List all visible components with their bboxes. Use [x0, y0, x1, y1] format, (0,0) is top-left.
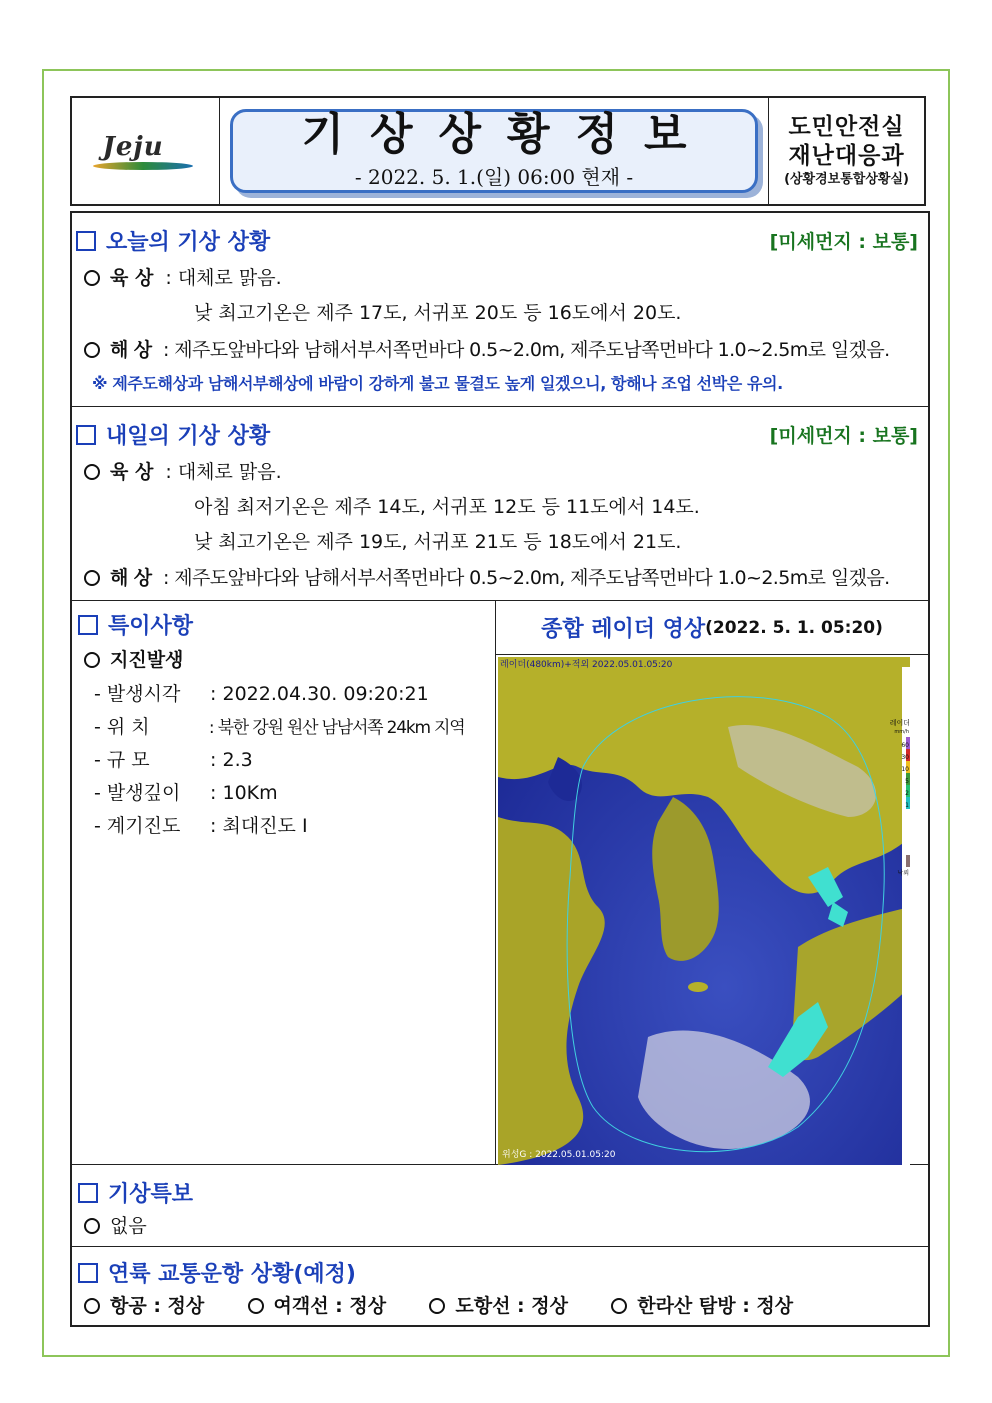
legend-lightning-label: 낙뢰 — [897, 870, 909, 877]
legend-value: 5 — [905, 778, 909, 785]
traffic-item-islandferry: 도항선 : 정상 — [455, 1295, 568, 1317]
today-dust: [미세먼지 : 보통] — [769, 231, 918, 253]
today-title — [76, 225, 270, 256]
traffic-item-air: 항공 : 정상 — [110, 1295, 205, 1317]
main-table — [70, 211, 930, 1327]
jeju-logo — [91, 126, 201, 176]
legend-value: 30 — [901, 754, 909, 761]
legend-unit: mm/h — [894, 729, 909, 735]
quake-item-label: - 위 치 — [94, 716, 150, 738]
traffic-item-hallasan: 한라산 탐방 : 정상 — [637, 1295, 794, 1317]
quake-item — [94, 712, 465, 739]
tomorrow-land-label: 육 상 — [110, 461, 154, 483]
traffic-section — [72, 1247, 928, 1325]
department-cell — [768, 98, 924, 204]
tomorrow-sea-label: 해 상 — [110, 567, 152, 589]
today-land-label: 육 상 — [110, 267, 154, 289]
legend-value: 1 — [905, 802, 909, 809]
quake-title-line — [84, 645, 183, 672]
warning-value: 없음 — [110, 1215, 147, 1237]
legend-title: 레이더 — [889, 719, 910, 727]
circle-bullet-icon — [429, 1298, 445, 1314]
logo-text: Jeju — [102, 132, 164, 162]
dept-line-1: 도민안전실 — [788, 114, 905, 141]
header — [70, 96, 926, 206]
radar-image — [498, 657, 910, 1165]
quake-item — [94, 679, 429, 706]
today-land-line — [84, 263, 282, 290]
special-title-text: 특이사항 — [108, 614, 194, 639]
today-title-text: 오늘의 기상 상황 — [106, 230, 271, 255]
quake-item-value: : 북한 강원 원산 남남서쪽 24km 지역 — [208, 718, 465, 738]
quake-item-label: - 발생깊이 — [94, 782, 181, 804]
today-land-text-2: 낮 최고기온은 제주 17도, 서귀포 20도 등 16도에서 20도. — [194, 302, 682, 324]
tomorrow-sea-line — [84, 563, 890, 590]
today-sea-line — [84, 335, 890, 362]
legend-value: 10 — [901, 766, 909, 773]
radar-img-footer: 위성G : 2022.05.01.05:20 — [502, 1150, 616, 1160]
tomorrow-land-text-3: 낮 최고기온은 제주 19도, 서귀포 21도 등 18도에서 21도. — [194, 531, 682, 553]
legend-value: 2 — [905, 790, 909, 797]
today-sea-text: : 제주도앞바다와 남해서부서쪽먼바다 0.5~2.0m, 제주도남쪽먼바다 1.0~2.5m로 일겠음. — [162, 339, 890, 361]
quake-item — [94, 811, 308, 838]
dept-line-2: 재난대응과 — [788, 142, 905, 169]
quake-item-label: - 규 모 — [94, 749, 150, 771]
radar-img-header: 레이더(480km)+적외 2022.05.01.05:20 — [500, 660, 673, 670]
checkbox-square-icon — [76, 425, 96, 445]
checkbox-square-icon — [78, 1263, 98, 1283]
page-title: 기상상황정보 — [301, 109, 713, 161]
special-title — [78, 609, 193, 640]
traffic-title-text: 연륙 교통운항 상황(예정) — [108, 1262, 356, 1287]
checkbox-square-icon — [78, 1183, 98, 1203]
special-left — [72, 601, 496, 1164]
warning-value-line — [84, 1211, 147, 1238]
warning-title — [78, 1177, 193, 1208]
warning-title-text: 기상특보 — [108, 1182, 194, 1207]
circle-bullet-icon — [84, 570, 100, 586]
circle-bullet-icon — [84, 464, 100, 480]
circle-bullet-icon — [84, 342, 100, 358]
today-section — [72, 213, 928, 407]
special-section — [72, 601, 928, 1165]
circle-bullet-icon — [84, 1218, 100, 1234]
tomorrow-land-line — [84, 457, 282, 484]
circle-bullet-icon — [84, 270, 100, 286]
radar-title — [496, 601, 928, 655]
quake-item — [94, 778, 278, 805]
logo-swoosh — [93, 162, 193, 170]
quake-title: 지진발생 — [110, 649, 184, 671]
dept-line-3: (상황경보통합상황실) — [784, 171, 909, 187]
quake-item-label: - 발생시각 — [94, 683, 181, 705]
tomorrow-land-text-1: : 대체로 맑음. — [165, 461, 282, 483]
quake-item-label: - 계기진도 — [94, 815, 181, 837]
legend-value: 60 — [901, 742, 909, 749]
quake-item-value: : 10Km — [210, 782, 278, 804]
quake-item-value: : 최대진도 Ⅰ — [210, 815, 308, 837]
warning-section — [72, 1165, 928, 1247]
radar-title-text: 종합 레이더 영상 — [541, 617, 706, 642]
traffic-item-ferry: 여객선 : 정상 — [273, 1295, 387, 1317]
jeju-island — [688, 982, 708, 992]
legend-swatch-lightning — [906, 855, 910, 867]
circle-bullet-icon — [611, 1298, 627, 1314]
tomorrow-section — [72, 407, 928, 601]
tomorrow-title — [76, 419, 270, 450]
tomorrow-land-text-2: 아침 최저기온은 제주 14도, 서귀포 12도 등 11도에서 14도. — [194, 496, 700, 518]
quake-item-value: : 2.3 — [210, 749, 253, 771]
traffic-title — [78, 1257, 356, 1288]
circle-bullet-icon — [84, 1298, 100, 1314]
tomorrow-sea-text: : 제주도앞바다와 남해서부서쪽먼바다 0.5~2.0m, 제주도남쪽먼바다 1.0~2.5m로 일겠음. — [162, 567, 890, 589]
logo-cell — [72, 98, 220, 204]
tomorrow-title-text: 내일의 기상 상황 — [106, 424, 271, 449]
radar-time: (2022. 5. 1. 05:20) — [705, 617, 883, 638]
circle-bullet-icon — [248, 1298, 264, 1314]
title-box — [230, 109, 758, 193]
page-subtitle: - 2022. 5. 1.(일) 06:00 현재 - — [354, 164, 634, 189]
tomorrow-dust: [미세먼지 : 보통] — [769, 425, 918, 447]
today-sea-label: 해 상 — [110, 339, 152, 361]
checkbox-square-icon — [76, 231, 96, 251]
traffic-items — [84, 1291, 793, 1318]
title-cell — [220, 98, 768, 204]
circle-bullet-icon — [84, 652, 100, 668]
today-land-text-1: : 대체로 맑음. — [165, 267, 282, 289]
today-note: ※ 제주도해상과 남해서부해상에 바람이 강하게 불고 물결도 높게 일겠으니, 항해나 조업 선박은 유의. — [92, 374, 783, 393]
quake-item — [94, 745, 253, 772]
quake-item-value: : 2022.04.30. 09:20:21 — [210, 683, 429, 705]
checkbox-square-icon — [78, 615, 98, 635]
